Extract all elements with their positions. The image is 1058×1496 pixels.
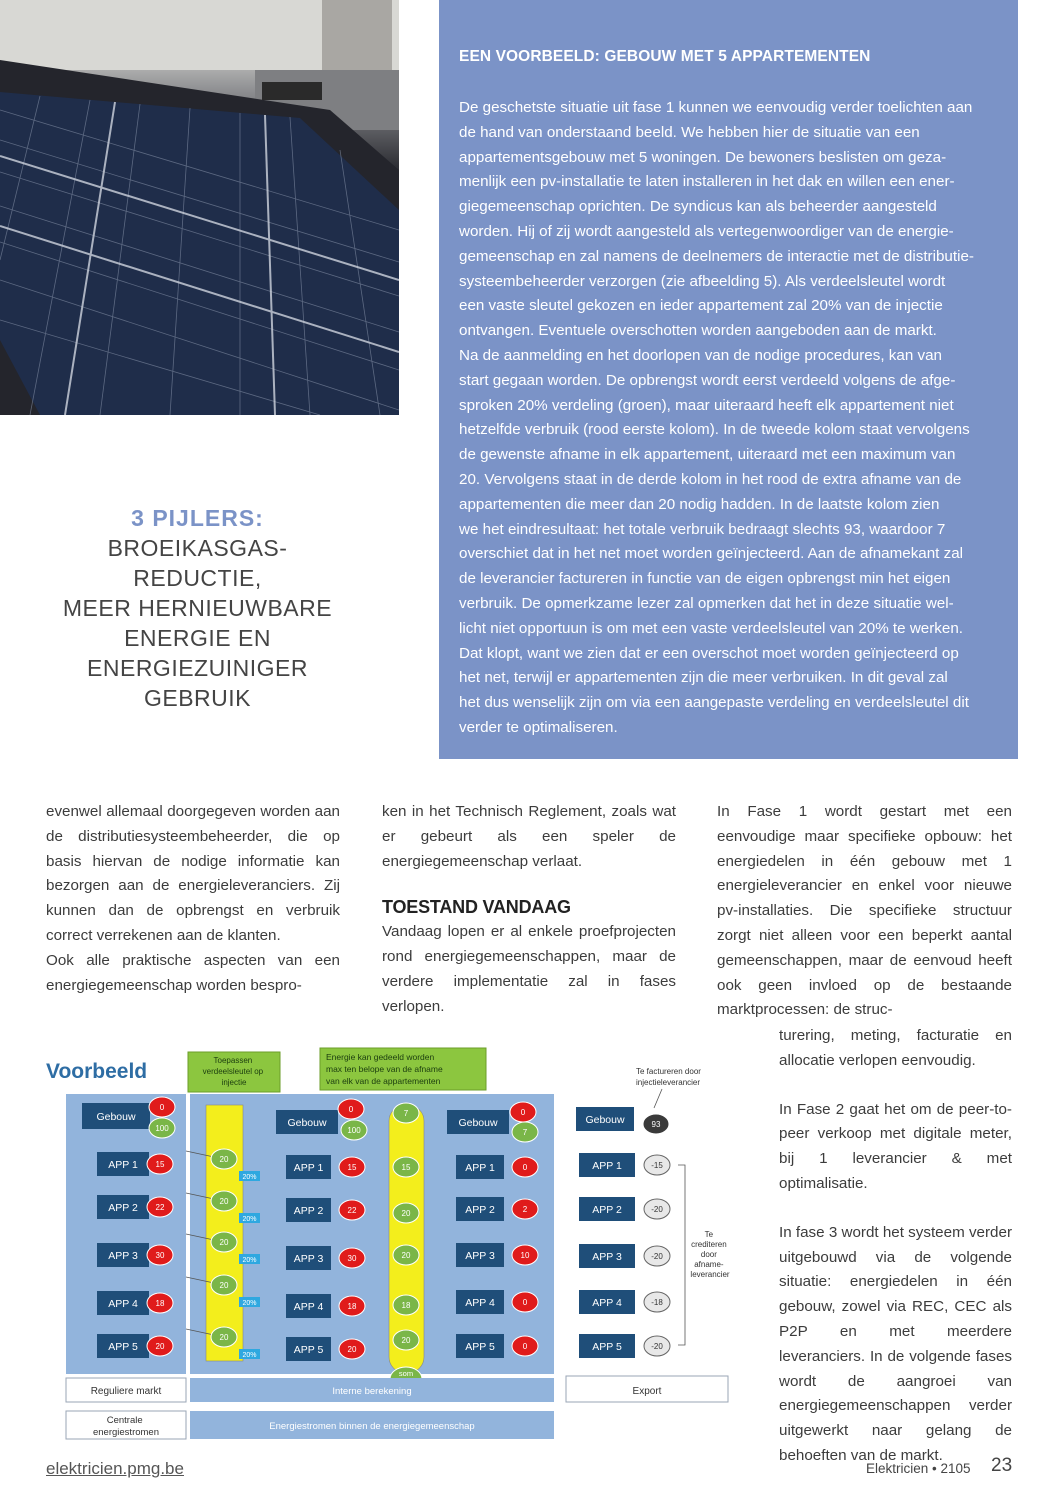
paragraph: turering, meting, facturatie en allocatie verlopen eenvoudig.: [779, 1027, 1012, 1069]
key-circle-value: 20: [219, 1197, 229, 1206]
injection-circle-value: 0: [159, 1103, 165, 1112]
paragraph: In Fase 2 gaat het om de peer-to-peer verkoop met digitale meter, bij 1 leverancier & met optimalisatie.: [779, 1100, 1012, 1192]
invoice-note-line: Te factureren door: [636, 1067, 701, 1076]
building-box-label: Gebouw: [458, 1117, 498, 1129]
example-line: Na de aanmelding en het doorlopen van de nodige procedures, kan van: [459, 346, 942, 364]
app-box-label: APP 5: [465, 1341, 495, 1353]
paragraph: Ook alle praktische aspecten van een energiegemeenschap worden bespro-: [46, 951, 340, 994]
key-pct: 20%: [242, 1352, 257, 1359]
credit-note-line: afname-: [694, 1260, 724, 1269]
community-flows-label: Energiestromen binnen de energiegemeenschap: [269, 1421, 475, 1432]
shared-circle-value: 7: [403, 1109, 409, 1118]
example-line: appartementen die meer dan 20 nodig hadden. In de laatste kolom zien: [459, 495, 940, 513]
usage-circle-value: 22: [347, 1206, 357, 1215]
usage-circle-value: 0: [522, 1342, 528, 1351]
example-line: menlijk een pv-installatie te laten installeren in het dak en willen een ener-: [459, 173, 955, 191]
example-line: start gegaan worden. De opbrengst wordt eerst verdeeld volgens de afge-: [459, 371, 956, 389]
app-box-label: APP 5: [293, 1344, 324, 1356]
paragraph: In fase 3 wordt het systeem verder uitgebouwd via de volgende situatie: energiedelen in één gebouw, zowel via REC, CEC als P2P en met meerdere leveranciers. In de volgende fases wordt de aangroei van energiegemeenschappen verder uitgewerkt naar gelang de behoeften van de markt.: [779, 1223, 1012, 1464]
paragraph: In Fase 1 wordt gestart met een eenvoudige maar specifieke opbouw: het energiedelen in één gebouw met 1 energieleverancier en enkel voor nieuwe pv-installaties. Die specifieke structuur zorgt niet alleen voor een beperkt aantal gemeenschappen, maar de eenvoud heeft ook geen invloed op de bestaande marktprocessen: de struc-: [717, 803, 1012, 1019]
app-box-label: APP 4: [592, 1297, 622, 1309]
key-pct: 20%: [242, 1174, 257, 1181]
regular-market-label: Reguliere markt: [90, 1386, 162, 1397]
pull-quote-line: BROEIKASGAS-: [107, 535, 288, 561]
building-box-label: Gebouw: [287, 1117, 327, 1129]
example-line: de hand van onderstaand beeld. We hebben hier de situatie van een: [459, 123, 920, 141]
example-line: Dat klopt, want we zien dat er een overschot moet worden geïnjecteerd op: [459, 644, 959, 662]
usage-circle-value: 30: [155, 1251, 165, 1260]
app-box-label: APP 4: [293, 1301, 324, 1313]
column-3-bottom: [779, 1024, 1012, 1469]
usage-circle-value: 2: [522, 1205, 528, 1214]
app-box-label: APP 1: [293, 1162, 324, 1174]
pull-quote-line: REDUCTIE,: [133, 565, 262, 591]
usage-circle-value: 20: [155, 1342, 165, 1351]
credit-note-line: crediteren: [691, 1240, 727, 1249]
production-circle-value: 7: [522, 1128, 528, 1137]
usage-circle-value: 18: [155, 1299, 165, 1308]
example-line: we het eindresultaat: het totale verbruik bedraagt slechts 93, waardoor 7: [459, 520, 946, 538]
example-line: appartementsgebouw met 5 woningen. De bewoners beslisten om geza-: [459, 148, 947, 166]
app-box-label: APP 5: [108, 1341, 138, 1353]
footer-website-link[interactable]: elektricien.pmg.be: [46, 1459, 184, 1478]
pull-quote: [40, 503, 355, 713]
app-box-label: APP 5: [592, 1341, 622, 1353]
invoice-note-line: injectieleverancier: [636, 1078, 701, 1087]
key-pct: 20%: [242, 1300, 257, 1307]
example-line: worden. Hij of zij wordt aangesteld als vertegenwoordiger van de energie-: [459, 222, 954, 240]
example-line: verbruik. De opmerkzame lezer zal opmerken dat het in deze situatie wel-: [459, 594, 954, 612]
pull-quote-line: ENERGIEZUINIGER: [87, 655, 308, 681]
example-body: [459, 96, 1004, 741]
callout-1-line: verdeelsleutel op: [202, 1067, 264, 1076]
example-line: 20. Vervolgens staat in de derde kolom in het rood de extra afname van de: [459, 470, 962, 488]
result-circle-value: 93: [651, 1120, 661, 1129]
example-line: de gewenste afname in elk appartement, uiteraard met een maximum van: [459, 446, 956, 464]
pull-quote-line: GEBRUIK: [143, 685, 252, 711]
example-line: de leverancier factureren in functie van de eigen opbrengst min het eigen: [459, 570, 951, 588]
central-flows-line: energiestromen: [92, 1427, 160, 1438]
example-line: overschiet dat in het net moet worden geïnjecteerd. Aan de afnamekant zal: [459, 545, 964, 563]
internal-calc-label: Interne berekening: [332, 1386, 412, 1397]
building-box-label: Gebouw: [585, 1114, 625, 1126]
app-box-label: APP 2: [465, 1204, 495, 1216]
app-box-label: APP 3: [108, 1250, 138, 1262]
credit-note-line: door: [700, 1250, 717, 1259]
app-box-label: APP 4: [108, 1298, 138, 1310]
result-circle-value: -20: [651, 1342, 663, 1351]
callout-2-line: Energie kan gedeeld worden: [326, 1052, 435, 1062]
key-circle-value: 20: [219, 1238, 229, 1247]
result-circle-value: -20: [651, 1252, 663, 1261]
app-box-label: APP 1: [108, 1159, 138, 1171]
footer-magazine: Elektricien • 2105: [866, 1461, 971, 1476]
usage-circle-value: 15: [347, 1163, 357, 1172]
injection-circle-value: 0: [520, 1108, 526, 1117]
app-box-label: APP 3: [293, 1253, 324, 1265]
key-pct: 20%: [242, 1257, 257, 1264]
key-circle-value: 20: [219, 1281, 229, 1290]
paragraph: Vandaag lopen er al enkele proefprojecten rond energiegemeenschappen, maar de verdere implementatie zal in fases verlopen.: [382, 923, 676, 1015]
app-box-label: APP 1: [592, 1160, 622, 1172]
app-box-label: APP 2: [108, 1202, 138, 1214]
building-box-label: Gebouw: [96, 1111, 136, 1123]
usage-circle-value: 18: [347, 1302, 357, 1311]
diagram-title: Voorbeeld: [46, 1060, 148, 1083]
usage-circle-value: 30: [347, 1254, 357, 1263]
app-box-label: APP 3: [465, 1250, 495, 1262]
result-circle-value: -18: [651, 1298, 663, 1307]
app-box-label: APP 3: [592, 1251, 622, 1263]
example-line: een vaste sleutel gekozen en ieder appartement zal 20% van de injectie: [459, 297, 943, 315]
callout-1-line: Toepassen: [213, 1056, 253, 1065]
example-line: systeembeheerder verzorgen (zie afbeelding 5). Als verdeelsleutel wordt: [459, 272, 946, 290]
app-box-label: APP 2: [293, 1205, 324, 1217]
production-circle-value: 100: [347, 1126, 361, 1135]
solar-panels-photo: [0, 0, 399, 415]
shared-circle-value: 20: [401, 1251, 411, 1260]
app-box-label: APP 1: [465, 1162, 495, 1174]
key-pct: 20%: [242, 1216, 257, 1223]
paragraph: evenwel allemaal doorgegeven worden aan de distributiesysteembeheerder, die op basis hiervan de nodige informatie kan bezorgen aan de energieleveranciers. Zij kunnen dan de opbrengst en verbruik correct verrekenen aan de klanten.: [46, 803, 340, 944]
shared-circle-value: 20: [401, 1209, 411, 1218]
pull-quote-heading: 3 PIJLERS:: [131, 505, 264, 531]
shared-circle-value: 20: [401, 1336, 411, 1345]
pull-quote-text: [40, 533, 355, 713]
usage-circle-value: 0: [522, 1298, 528, 1307]
svg-text:Energie kan gedeeld worden: [326, 1052, 445, 1086]
credit-note-line: leverancier: [690, 1270, 730, 1279]
key-circle-value: 20: [219, 1155, 229, 1164]
result-circle-value: -20: [651, 1205, 663, 1214]
central-flows-line: Centrale: [106, 1415, 143, 1426]
shared-circle-value: 18: [401, 1301, 411, 1310]
callout-2-line: max ten belope van de afname: [326, 1064, 443, 1074]
column-2: [382, 800, 676, 1019]
example-line: het dus wenselijk zijn om via een aangepaste verdeling en verdeelsleutel dit: [459, 694, 969, 712]
example-line: ontvangen. Eventuele overschotten worden aangeboden aan de markt.: [459, 322, 937, 340]
callout-1-line: injectie: [221, 1078, 247, 1087]
app-box-label: APP 2: [592, 1204, 622, 1216]
usage-circle-value: 20: [347, 1345, 357, 1354]
production-circle-value: 100: [155, 1124, 169, 1133]
paragraph: ken in het Technisch Reglement, zoals wat er gebeurt als een speler de energiegemeenschap verlaat.: [382, 803, 676, 870]
column-3-top: [717, 800, 1012, 1023]
export-label: Export: [632, 1386, 662, 1397]
page-number: 23: [991, 1455, 1013, 1476]
result-circle-value: -15: [651, 1161, 663, 1170]
credit-note-line: Te: [704, 1230, 714, 1239]
usage-circle-value: 0: [522, 1163, 528, 1172]
example-box: [439, 0, 1018, 759]
injection-circle-value: 0: [348, 1105, 354, 1114]
column-1: [46, 800, 340, 998]
pull-quote-line: MEER HERNIEUWBARE: [62, 595, 333, 621]
pull-quote-line: ENERGIE EN: [124, 625, 271, 651]
example-line: het net, terwijl er appartementen zijn die meer verbruiken. In dit geval zal: [459, 669, 948, 687]
example-line: licht niet opportuun is om met een vaste verdeelsleutel van 20% te werken.: [459, 619, 963, 637]
sum-label: som: [398, 1369, 414, 1378]
shared-circle-value: 15: [401, 1163, 411, 1172]
section-heading: TOESTAND VANDAAG: [382, 897, 571, 918]
app-box-label: APP 4: [465, 1297, 495, 1309]
usage-circle-value: 15: [155, 1160, 165, 1169]
example-line: De geschetste situatie uit fase 1 kunnen we eenvoudig verder toelichten aan: [459, 99, 973, 116]
energy-sharing-diagram: [40, 1045, 740, 1445]
example-line: gemeenschap en zal namens de deelnemers de interactie met de distributie-: [459, 247, 974, 265]
example-line: sproken 20% verdeling (groen), maar uiteraard heeft elk appartement niet: [459, 396, 954, 414]
example-line: hetzelfde verbruik (rood eerste kolom). In de tweede kolom staat vervolgens: [459, 421, 970, 439]
usage-circle-value: 10: [520, 1251, 530, 1260]
example-line: verder te optimaliseren.: [459, 718, 618, 736]
key-circle-value: 20: [219, 1333, 229, 1342]
example-line: giegemeenschap oprichten. De syndicus kan als beheerder aangesteld: [459, 198, 937, 216]
example-title: EEN VOORBEELD: GEBOUW MET 5 APPARTEMENTEN: [459, 48, 871, 65]
usage-circle-value: 22: [155, 1203, 165, 1212]
callout-2-line: van elk van de appartementen: [326, 1076, 441, 1086]
